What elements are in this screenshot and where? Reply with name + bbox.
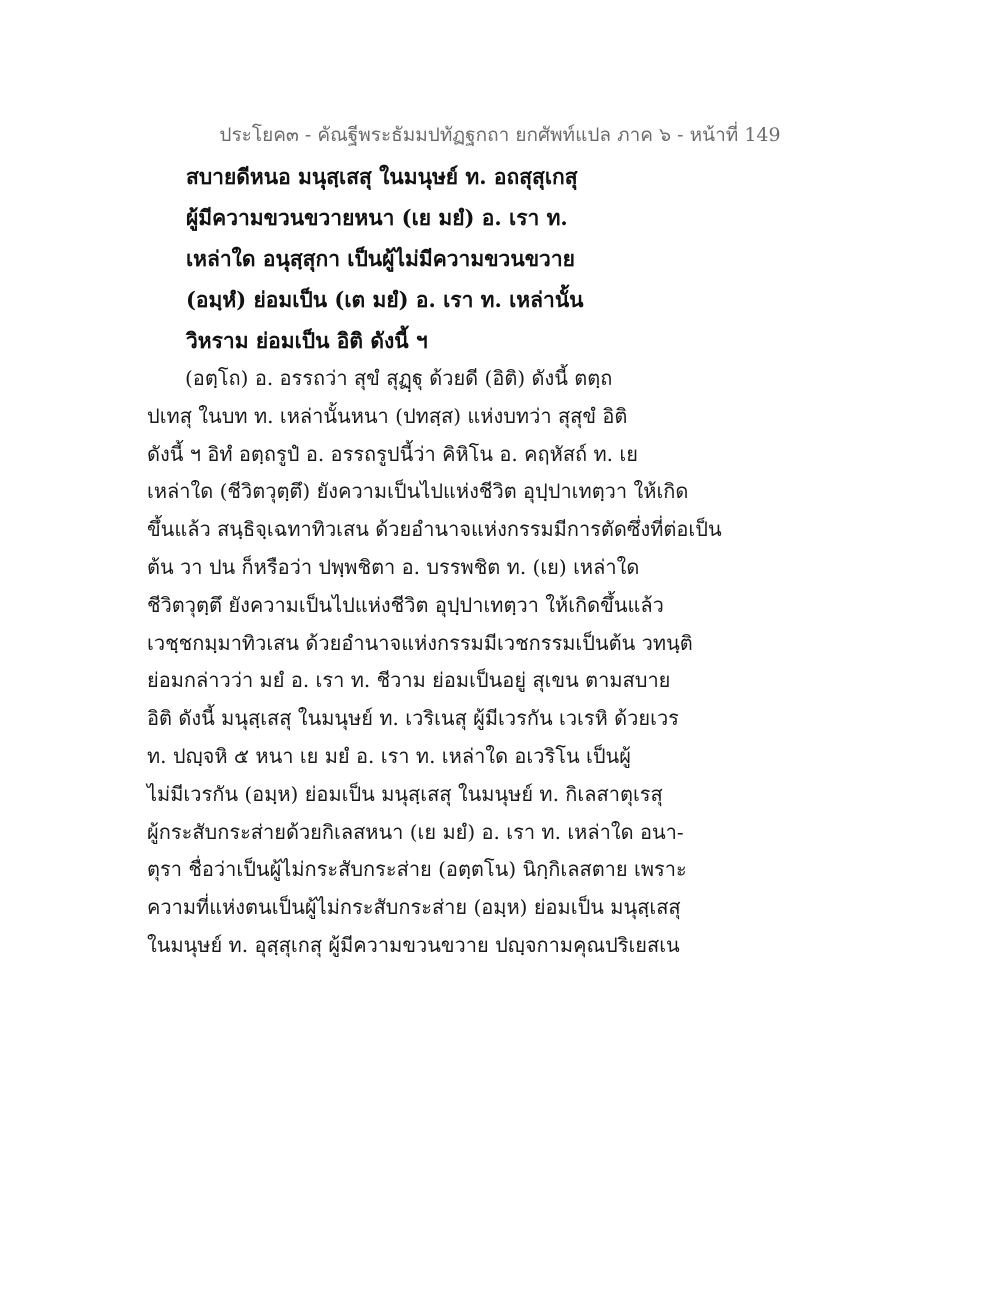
bold-line: สบายดีหนอ มนุสฺเสสุ ในมนุษย์ ท. อถสุสุเกสุ	[186, 164, 578, 189]
body-line: ท. ปญฺจหิ ๕ หนา เย มยํ อ. เรา ท. เหล่าใด อเวริโน เป็นผู้	[147, 743, 631, 768]
page-header: ประโยค๓ - คัณฐีพระธัมมปทัฏฐกถา ยกศัพท์แปล ภาค ๖ - หน้าที่ 149	[219, 124, 781, 146]
body-line: ความที่แห่งตนเป็นผู้ไม่กระสับกระส่าย (อมฺห) ย่อมเป็น มนุสฺเสสุ	[147, 895, 681, 920]
body-line: ผู้กระสับกระส่ายด้วยกิเลสหนา (เย มยํ) อ. เรา ท. เหล่าใด อนา-	[147, 819, 684, 844]
bold-line: (อมฺหํ) ย่อมเป็น (เต มยํ) อ. เรา ท. เหล่านั้น	[186, 287, 584, 312]
body-line: ตุรา ชื่อว่าเป็นผู้ไม่กระสับกระส่าย (อตฺตโน) นิกฺกิเลสตาย เพราะ	[147, 857, 687, 882]
bold-verse-block	[186, 156, 806, 361]
body-line: เหล่าใด (ชีวิตวุตฺตึ) ยังความเป็นไปแห่งชีวิต อุปฺปาเทตฺวา ให้เกิด	[147, 479, 689, 504]
body-text-block	[147, 360, 867, 965]
body-line: ย่อมกล่าวว่า มยํ อ. เรา ท. ชีวาม ย่อมเป็นอยู่ สุเขน ตามสบาย	[147, 668, 671, 693]
body-line: ในมนุษย์ ท. อุสฺสุเกสุ ผู้มีความขวนขวาย ปญฺจกามคุณปริเยสเน	[147, 932, 680, 957]
body-line: (อตฺโถ) อ. อรรถว่า สุขํ สุฏฺฐุ ด้วยดี (อิติ) ดังนี้ ตตฺถ	[185, 366, 613, 390]
body-line: ขึ้นแล้ว สนฺธิจฺเฉทาทิวเสน ด้วยอำนาจแห่งกรรมมีการตัดซึ่งที่ต่อเป็น	[147, 517, 722, 542]
bold-line: วิหราม ย่อมเป็น อิติ ดังนี้ ฯ	[186, 328, 428, 353]
body-line: เวชฺชกมฺมาทิวเสน ด้วยอำนาจแห่งกรรมมีเวชกรรมเป็นต้น วทนฺติ	[147, 630, 693, 655]
body-line: ต้น วา ปน ก็หรือว่า ปพฺพชิตา อ. บรรพชิต ท. (เย) เหล่าใด	[147, 554, 640, 579]
body-line: ดังนี้ ฯ อิทํ อตฺถรูปํ อ. อรรถรูปนี้ว่า คิหิโน อ. คฤหัสถ์ ท. เย	[147, 441, 638, 466]
body-line: ชีวิตวุตฺตึ ยังความเป็นไปแห่งชีวิต อุปฺปาเทตฺวา ให้เกิดขึ้นแล้ว	[147, 592, 664, 617]
bold-line: เหล่าใด อนุสฺสุกา เป็นผู้ไม่มีความขวนขวาย	[186, 246, 575, 271]
body-line: อิติ ดังนี้ มนุสฺเสสุ ในมนุษย์ ท. เวริเนสุ ผู้มีเวรกัน เวเรหิ ด้วยเวร	[147, 706, 679, 731]
body-line: ไม่มีเวรกัน (อมฺห) ย่อมเป็น มนุสฺเสสุ ในมนุษย์ ท. กิเลสาตุเรสุ	[147, 781, 663, 806]
bold-line: ผู้มีความขวนขวายหนา (เย มยํ) อ. เรา ท.	[186, 205, 568, 230]
body-line: ปเทสุ ในบท ท. เหล่านั้นหนา (ปทสฺส) แห่งบทว่า สุสุขํ อิติ	[147, 403, 628, 428]
